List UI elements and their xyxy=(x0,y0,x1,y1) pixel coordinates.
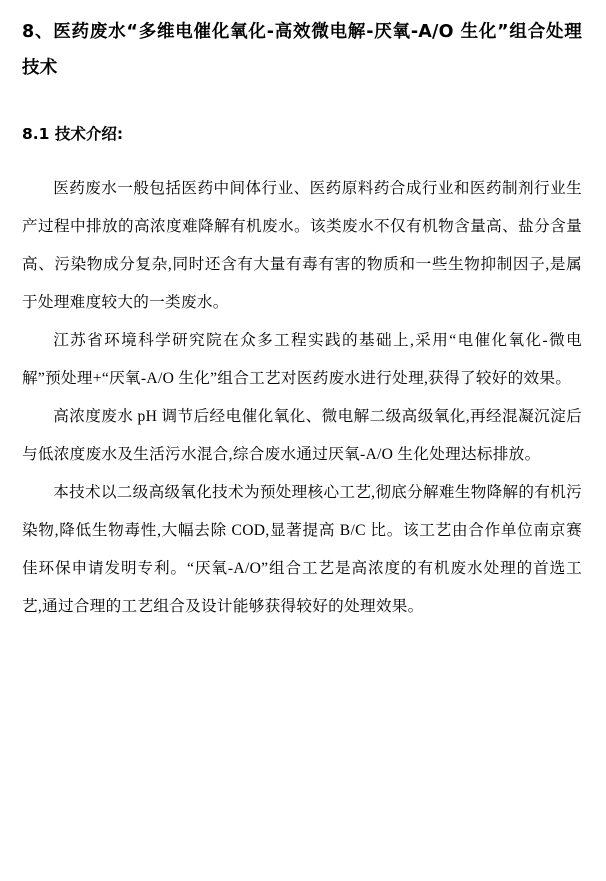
paragraph: 本技术以二级高级氧化技术为预处理核心工艺,彻底分解难生物降解的有机污染物,降低生物毒性,大幅去除 COD,显著提高 B/C 比。该工艺由合作单位南京赛佳环保申请发明专利。“厌氧-A/O”组合工艺是高浓度的有机废水处理的首选工艺,通过合理的工艺组合及设计能够获得较好的处理效果。 xyxy=(22,484,582,615)
paragraph: 高浓度废水 pH 调节后经电催化氧化、微电解二级高级氧化,再经混凝沉淀后与低浓度废水及生活污水混合,综合废水通过厌氧-A/O 生化处理达标排放。 xyxy=(22,408,582,463)
page-title: 8、医药废水“多维电催化氧化-高效微电解-厌氧-A/O 生化”组合处理技术 xyxy=(22,22,582,78)
section-heading: 8.1 技术介绍: xyxy=(22,125,124,143)
body-text xyxy=(22,170,582,626)
paragraph: 江苏省环境科学研究院在众多工程实践的基础上,采用“电催化氧化-微电解”预处理+“厌氧-A/O 生化”组合工艺对医药废水进行处理,获得了较好的效果。 xyxy=(22,332,582,387)
paragraph: 医药废水一般包括医药中间体行业、医药原料药合成行业和医药制剂行业生产过程中排放的高浓度难降解有机废水。该类废水不仅有机物含量高、盐分含量高、污染物成分复杂,同时还含有大量有毒有害的物质和一些生物抑制因子,是属于处理难度较大的一类废水。 xyxy=(22,180,582,311)
